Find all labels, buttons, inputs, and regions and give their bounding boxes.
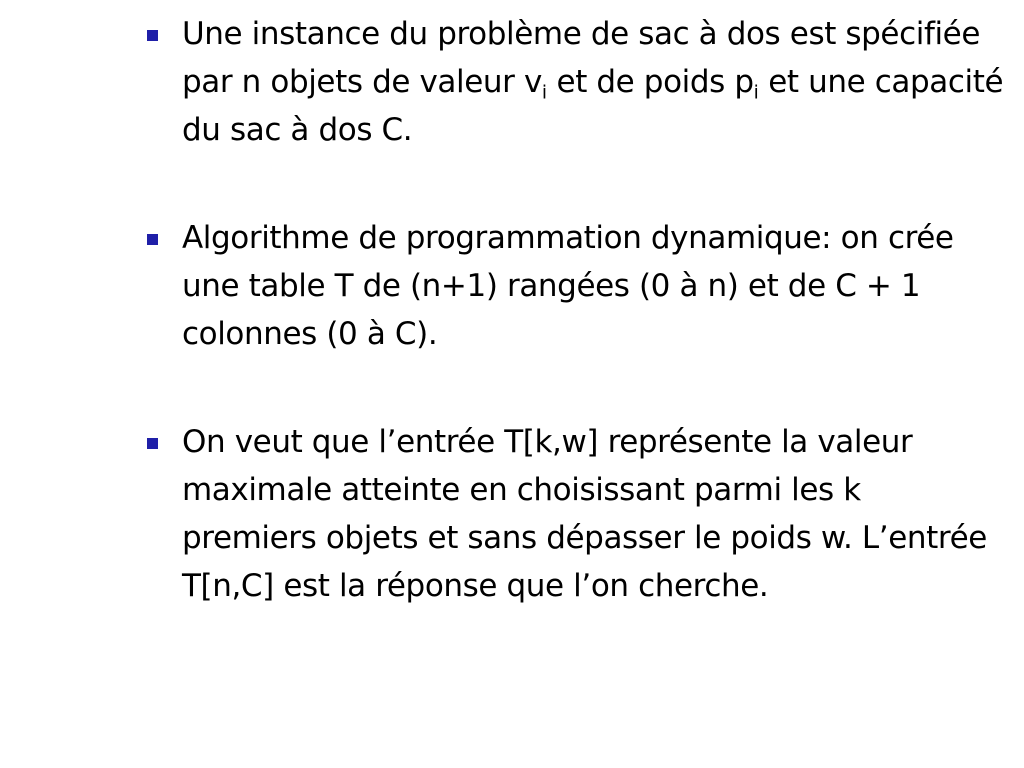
bullet-text-part: et de poids p xyxy=(547,64,754,100)
square-bullet-icon xyxy=(147,30,158,41)
bullet-text: Algorithme de programmation dynamique: on crée une table T de (n+1) rangées (0 à n) et de C + 1 colonnes (0 à C). xyxy=(182,220,954,352)
bullet-list xyxy=(144,10,1004,610)
bullet-text-part: et une capacité du sac à dos C. xyxy=(182,64,1004,148)
bullet-item-entry xyxy=(144,418,1004,610)
square-bullet-icon xyxy=(147,438,158,449)
bullet-text xyxy=(182,16,1003,148)
subscript-i: i xyxy=(753,82,759,104)
square-bullet-icon xyxy=(147,234,158,245)
bullet-text: On veut que l’entrée T[k,w] représente la valeur maximale atteinte en choisissant parmi les k premiers objets et sans dépasser le poids w. L’entrée T[n,C] est la réponse que l’on cherche. xyxy=(182,424,987,604)
bullet-item-algorithm xyxy=(144,214,1004,358)
bullet-text-part: Une instance du problème de sac à dos est spécifiée par n objets de valeur v xyxy=(182,16,981,100)
subscript-i: i xyxy=(541,82,548,104)
bullet-item-instance xyxy=(144,10,1004,154)
